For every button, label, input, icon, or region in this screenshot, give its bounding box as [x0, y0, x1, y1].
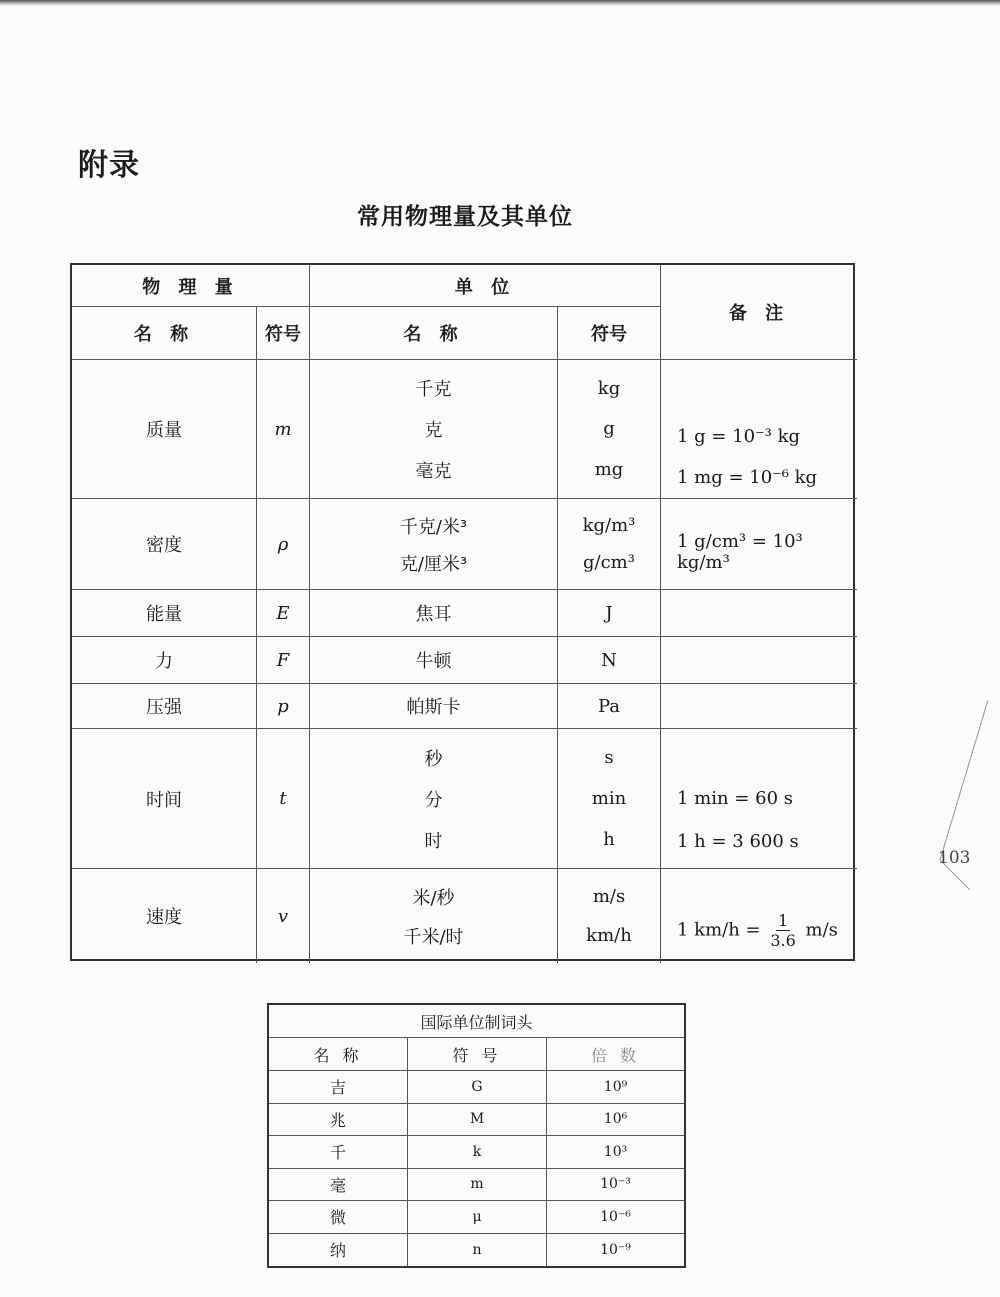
- fraction: [770, 911, 795, 950]
- quantity-symbol: ρ: [257, 499, 310, 590]
- remark-lhs: 1 km/h =: [677, 919, 761, 940]
- quantity-symbol: F: [257, 637, 310, 684]
- remark: 1 min = 60 s: [677, 788, 793, 809]
- unit-name: 牛顿: [310, 637, 558, 684]
- unit-symbol: Pa: [558, 684, 661, 729]
- prefix-name: 兆: [269, 1104, 408, 1137]
- unit-symbol: J: [558, 590, 661, 637]
- header-unit-symbol: 符号: [558, 307, 661, 360]
- prefix-symbol: k: [408, 1136, 547, 1169]
- unit-names-cell: [310, 360, 558, 499]
- quantity-symbol: E: [257, 590, 310, 637]
- unit-name: 米/秒: [412, 887, 455, 909]
- remark-rhs: m/s: [805, 919, 838, 940]
- quantity-symbol: t: [257, 729, 310, 869]
- prefix-factor: 10⁹: [547, 1071, 684, 1104]
- prefix-factor: 10⁶: [547, 1104, 684, 1137]
- prefix-factor: 10⁻⁶: [547, 1201, 684, 1234]
- header-remarks: 备 注: [661, 265, 857, 360]
- remark-velocity: [677, 911, 838, 950]
- remarks-cell: [661, 637, 857, 684]
- unit-name: 克/厘米³: [399, 553, 468, 575]
- unit-name: 千米/时: [403, 926, 464, 948]
- header-unit-group: 单 位: [310, 265, 661, 307]
- unit-name: 千克: [415, 379, 452, 401]
- remark: 1 h = 3 600 s: [677, 831, 799, 852]
- remark: 1 g/cm³ = 10³ kg/m³: [677, 531, 803, 573]
- prefix-factor: 10⁻⁹: [600, 1241, 631, 1258]
- remark: 1 mg = 10⁻⁶ kg: [677, 467, 818, 488]
- page-tab-mark: [930, 700, 992, 900]
- unit-symbols-cell: [558, 360, 661, 499]
- fraction-numerator: 1: [777, 910, 789, 930]
- unit-symbol: mg: [594, 459, 624, 481]
- unit-symbol: g: [603, 418, 615, 440]
- page-top-edge: [0, 0, 1000, 6]
- unit-symbol: m/s: [592, 886, 626, 907]
- remarks-cell: [661, 499, 857, 590]
- quantity-symbol: m: [257, 360, 310, 499]
- header-symbol: 符号: [257, 307, 310, 360]
- prefix-name: 吉: [269, 1071, 408, 1104]
- quantity-symbol: p: [257, 684, 310, 729]
- prefix-name: 千: [269, 1136, 408, 1169]
- prefix-name: 毫: [269, 1169, 408, 1202]
- prefix-factor: 10³: [547, 1136, 684, 1169]
- header-name: 名 称: [72, 307, 257, 360]
- prefix-symbol: m: [408, 1169, 547, 1202]
- unit-symbol: kg/m³: [582, 515, 636, 536]
- prefix-header-name: 名 称: [269, 1038, 408, 1071]
- unit-names-cell: [310, 869, 558, 963]
- quantity-name: 速度: [72, 869, 257, 963]
- unit-symbol: g/cm³: [583, 552, 635, 573]
- prefix-symbol: M: [408, 1104, 547, 1137]
- quantity-symbol: v: [257, 869, 310, 963]
- unit-symbol: km/h: [586, 925, 632, 946]
- unit-symbols-cell: [558, 499, 661, 590]
- remark: 1 g = 10⁻³ kg: [677, 426, 800, 447]
- quantity-name: 力: [72, 637, 257, 684]
- unit-symbol: min: [591, 788, 627, 809]
- remarks-cell: [661, 869, 857, 963]
- prefix-table-caption: 国际单位制词头: [269, 1005, 684, 1038]
- quantity-name: 能量: [72, 590, 257, 637]
- prefix-name: 微: [269, 1201, 408, 1234]
- prefix-symbol: G: [408, 1071, 547, 1104]
- unit-symbols-cell: [558, 729, 661, 869]
- quantity-name: 质量: [72, 360, 257, 499]
- prefix-header-factor: 倍 数: [547, 1038, 684, 1071]
- remarks-cell: [661, 684, 857, 729]
- unit-name: 分: [424, 789, 443, 811]
- unit-name: 时: [424, 830, 443, 852]
- prefix-header-symbol: 符 号: [408, 1038, 547, 1071]
- header-unit-name: 名 称: [310, 307, 558, 360]
- unit-name: 克: [424, 419, 443, 441]
- prefix-factor: 10⁻³: [547, 1169, 684, 1202]
- unit-symbol: N: [558, 637, 661, 684]
- remarks-cell: [661, 360, 857, 499]
- unit-name: 秒: [424, 748, 443, 770]
- quantity-name: 时间: [72, 729, 257, 869]
- unit-symbol: s: [604, 747, 614, 768]
- prefix-symbol: n: [408, 1234, 547, 1267]
- remarks-cell: [661, 590, 857, 637]
- si-prefix-table: [267, 1003, 686, 1268]
- prefix-name: 纳: [269, 1234, 408, 1267]
- unit-names-cell: [310, 499, 558, 590]
- section-title: 附录: [78, 148, 140, 183]
- quantity-name: 压强: [72, 684, 257, 729]
- unit-symbol: h: [603, 829, 615, 850]
- table-title: 常用物理量及其单位: [357, 204, 573, 230]
- physical-quantities-table: [70, 263, 855, 961]
- page-number: 103: [938, 848, 971, 868]
- unit-name: 千克/米³: [399, 516, 468, 538]
- fraction-denominator: 3.6: [770, 930, 796, 950]
- unit-name: 毫克: [415, 460, 452, 482]
- prefix-symbol: μ: [408, 1201, 547, 1234]
- unit-symbols-cell: [558, 869, 661, 963]
- header-quantity-group: 物 理 量: [72, 265, 310, 307]
- unit-name: 帕斯卡: [310, 684, 558, 729]
- unit-name: 焦耳: [310, 590, 558, 637]
- remarks-cell: [661, 729, 857, 869]
- unit-symbol: kg: [597, 377, 621, 399]
- unit-names-cell: [310, 729, 558, 869]
- quantity-name: 密度: [72, 499, 257, 590]
